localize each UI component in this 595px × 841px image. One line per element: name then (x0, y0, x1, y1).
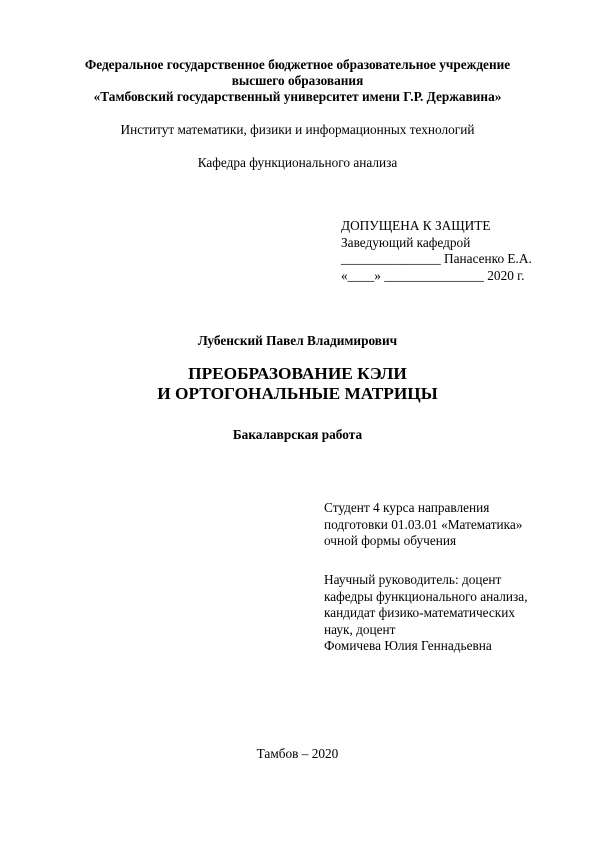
thesis-title-line-2: И ОРТОГОНАЛЬНЫЕ МАТРИЦЫ (157, 383, 438, 403)
university-line-1: Федеральное государственное бюджетное образовательное учреждение (84, 57, 511, 72)
approval-signature-line: _______________ Панасенко Е.А. (341, 251, 532, 267)
approval-heading: ДОПУЩЕНА К ЗАЩИТЕ (341, 218, 491, 233)
advisor-line-2: кафедры функционального анализа, (324, 588, 528, 604)
advisor-name: Фомичева Юлия Геннадьевна (324, 638, 492, 653)
advisor-line-3: кандидат физико-математических (324, 605, 516, 620)
work-type: Бакалаврская работа (232, 427, 363, 442)
advisor-line-4: наук, доцент (324, 621, 396, 637)
city-year: Тамбов – 2020 (256, 746, 339, 761)
advisor-block (324, 572, 528, 655)
thesis-title-line-1: ПРЕОБРАЗОВАНИЕ КЭЛИ (188, 364, 407, 383)
student-line-1: Студент 4 курса направления (324, 500, 490, 515)
author-name: Лубенский Павел Владимирович (197, 333, 398, 348)
institute-name: Институт математики, физики и информационных технологий (120, 122, 475, 137)
approval-head-of-department: Заведующий кафедрой (341, 234, 471, 250)
advisor-line-1: Научный руководитель: доцент (324, 572, 502, 587)
student-line-3: очной формы обучения (324, 533, 457, 548)
student-block (324, 500, 522, 550)
approval-date-line: «____» _______________ 2020 г. (341, 268, 525, 284)
university-line-3: «Тамбовский государственный университет имени Г.Р. Державина» (93, 89, 502, 104)
department-name: Кафедра функционального анализа (197, 155, 398, 170)
university-line-2: высшего образования (231, 73, 364, 88)
thesis-title (0, 364, 595, 403)
student-line-2: подготовки 01.03.01 «Математика» (324, 516, 523, 532)
approval-block (341, 218, 532, 285)
